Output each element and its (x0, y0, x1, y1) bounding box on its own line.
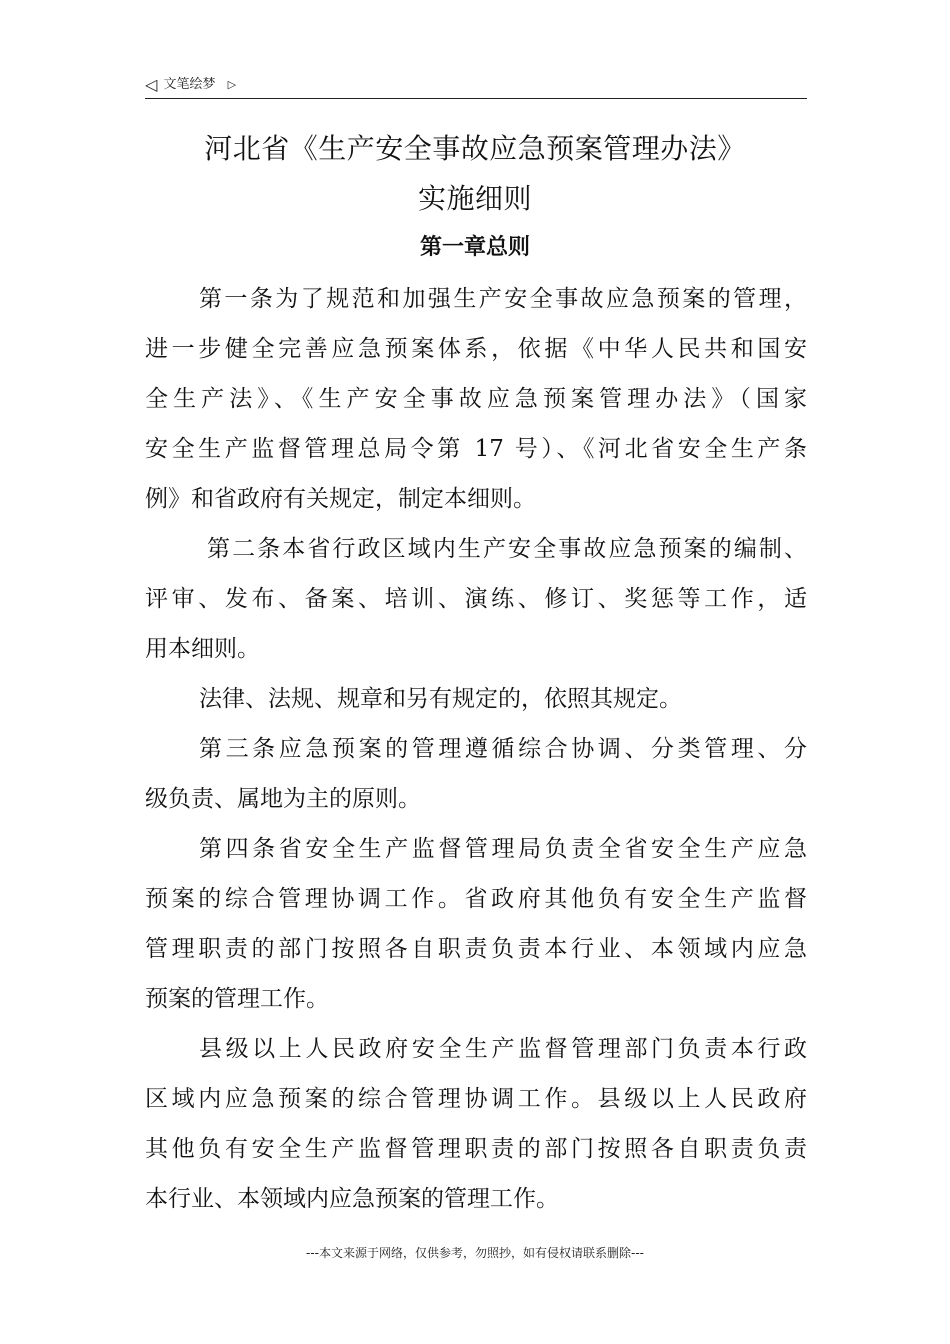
body-line: 第一条为了规范和加强生产安全事故应急预案的管理， (199, 286, 807, 312)
body-line: 第三条应急预案的管理遵循综合协调、分类管理、分 (199, 736, 807, 762)
triangle-left-outline-icon: ◁ (145, 75, 158, 94)
body-line: 第四条省安全生产监督管理局负责全省安全生产应急 (199, 836, 807, 862)
body-line: 管理职责的部门按照各自职责负责本行业、本领域内应急 (145, 936, 807, 962)
body-line: 第二条本省行政区域内生产安全事故应急预案的编制、 (207, 536, 807, 562)
body-line: 例》和省政府有关规定，制定本细则。 (145, 486, 536, 512)
body-line: 评审、发布、备案、培训、演练、修订、奖惩等工作，适 (145, 586, 807, 612)
body-line: 用本细则。 (145, 636, 260, 662)
body-line: 法律、法规、规章和另有规定的，依照其规定。 (199, 686, 682, 712)
document-title-line-1: 河北省《生产安全事故应急预案管理办法》 (204, 132, 746, 165)
body-line: 区域内应急预案的综合管理协调工作。县级以上人民政府 (145, 1086, 807, 1112)
body-line: 全生产法》、《生产安全事故应急预案管理办法》（国家 (145, 386, 807, 412)
body-line: 预案的综合管理协调工作。省政府其他负有安全生产监督 (145, 886, 807, 912)
chapter-heading: 第一章总则 (419, 235, 530, 260)
header-brand: 文笔绘梦 (163, 77, 216, 92)
body-line: 级负责、属地为主的原则。 (145, 786, 421, 812)
body-line: 进一步健全完善应急预案体系，依据《中华人民共和国安 (145, 336, 807, 362)
document-title-line-2: 实施细则 (417, 182, 532, 215)
triangle-right-outline-icon: ▷ (227, 78, 237, 91)
body-line: 其他负有安全生产监督管理职责的部门按照各自职责负责 (145, 1136, 807, 1162)
page-footer: ---本文来源于网络，仅供参考，勿照抄，如有侵权请联系删除--- (306, 1246, 644, 1260)
page-header (145, 74, 807, 99)
body-line: 安全生产监督管理总局令第 17 号）、《河北省安全生产条 (145, 436, 807, 462)
body-line: 本行业、本领域内应急预案的管理工作。 (145, 1186, 559, 1212)
body-line: 县级以上人民政府安全生产监督管理部门负责本行政 (199, 1036, 807, 1062)
body-line: 预案的管理工作。 (145, 986, 329, 1012)
